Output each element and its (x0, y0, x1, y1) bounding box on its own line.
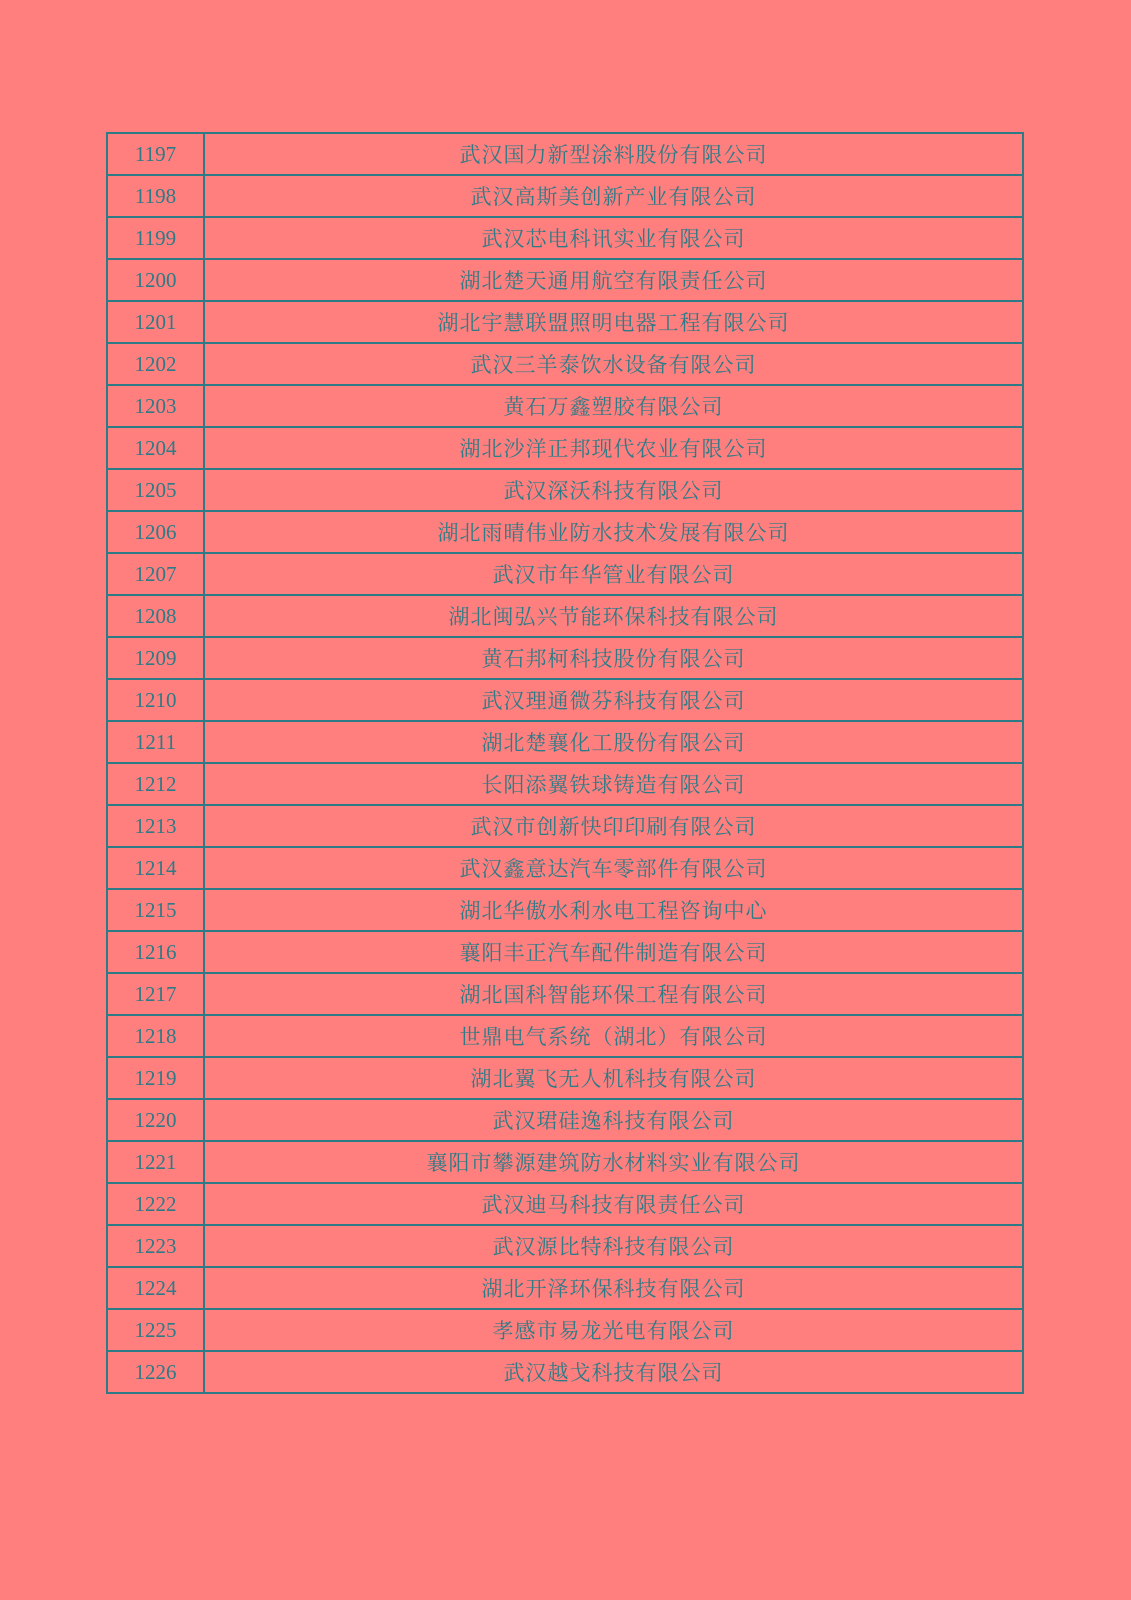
company-name: 武汉三羊泰饮水设备有限公司 (204, 343, 1023, 385)
row-number: 1207 (107, 553, 204, 595)
company-name: 襄阳市攀源建筑防水材料实业有限公司 (204, 1141, 1023, 1183)
company-list-table (106, 132, 1024, 1394)
company-name: 武汉国力新型涂料股份有限公司 (204, 133, 1023, 175)
company-name: 孝感市易龙光电有限公司 (204, 1309, 1023, 1351)
row-number: 1199 (107, 217, 204, 259)
company-name: 武汉理通微芬科技有限公司 (204, 679, 1023, 721)
row-number: 1208 (107, 595, 204, 637)
company-name: 湖北国科智能环保工程有限公司 (204, 973, 1023, 1015)
company-name: 湖北翼飞无人机科技有限公司 (204, 1057, 1023, 1099)
document-page (106, 132, 1024, 1394)
row-number: 1203 (107, 385, 204, 427)
table-row (107, 637, 1023, 679)
company-name: 长阳添翼铁球铸造有限公司 (204, 763, 1023, 805)
row-number: 1215 (107, 889, 204, 931)
row-number: 1202 (107, 343, 204, 385)
company-name: 黄石邦柯科技股份有限公司 (204, 637, 1023, 679)
row-number: 1223 (107, 1225, 204, 1267)
table-row (107, 1225, 1023, 1267)
company-name: 武汉高斯美创新产业有限公司 (204, 175, 1023, 217)
table-row (107, 553, 1023, 595)
row-number: 1224 (107, 1267, 204, 1309)
table-row (107, 511, 1023, 553)
table-row (107, 133, 1023, 175)
table-row (107, 1183, 1023, 1225)
company-name: 湖北宇慧联盟照明电器工程有限公司 (204, 301, 1023, 343)
company-name: 黄石万鑫塑胶有限公司 (204, 385, 1023, 427)
table-row (107, 1351, 1023, 1393)
table-row (107, 427, 1023, 469)
row-number: 1209 (107, 637, 204, 679)
table-row (107, 1099, 1023, 1141)
company-name: 武汉源比特科技有限公司 (204, 1225, 1023, 1267)
row-number: 1201 (107, 301, 204, 343)
table-row (107, 1267, 1023, 1309)
table-row (107, 1141, 1023, 1183)
table-row (107, 763, 1023, 805)
row-number: 1225 (107, 1309, 204, 1351)
company-name: 世鼎电气系统（湖北）有限公司 (204, 1015, 1023, 1057)
table-row (107, 175, 1023, 217)
row-number: 1219 (107, 1057, 204, 1099)
table-row (107, 1015, 1023, 1057)
company-name: 湖北雨晴伟业防水技术发展有限公司 (204, 511, 1023, 553)
table-row (107, 805, 1023, 847)
company-name: 湖北闽弘兴节能环保科技有限公司 (204, 595, 1023, 637)
table-row (107, 217, 1023, 259)
table-row (107, 1309, 1023, 1351)
row-number: 1205 (107, 469, 204, 511)
company-name: 湖北开泽环保科技有限公司 (204, 1267, 1023, 1309)
row-number: 1220 (107, 1099, 204, 1141)
row-number: 1200 (107, 259, 204, 301)
row-number: 1210 (107, 679, 204, 721)
company-name: 湖北楚襄化工股份有限公司 (204, 721, 1023, 763)
company-name: 湖北华傲水利水电工程咨询中心 (204, 889, 1023, 931)
row-number: 1197 (107, 133, 204, 175)
table-row (107, 721, 1023, 763)
company-name: 武汉深沃科技有限公司 (204, 469, 1023, 511)
row-number: 1212 (107, 763, 204, 805)
table-row (107, 1057, 1023, 1099)
table-body (107, 133, 1023, 1393)
company-name: 武汉市年华管业有限公司 (204, 553, 1023, 595)
row-number: 1204 (107, 427, 204, 469)
row-number: 1226 (107, 1351, 204, 1393)
company-name: 武汉芯电科讯实业有限公司 (204, 217, 1023, 259)
row-number: 1213 (107, 805, 204, 847)
row-number: 1216 (107, 931, 204, 973)
row-number: 1211 (107, 721, 204, 763)
company-name: 武汉市创新快印印刷有限公司 (204, 805, 1023, 847)
table-row (107, 385, 1023, 427)
company-name: 湖北沙洋正邦现代农业有限公司 (204, 427, 1023, 469)
row-number: 1206 (107, 511, 204, 553)
row-number: 1221 (107, 1141, 204, 1183)
table-row (107, 301, 1023, 343)
company-name: 武汉迪马科技有限责任公司 (204, 1183, 1023, 1225)
table-row (107, 847, 1023, 889)
table-row (107, 595, 1023, 637)
row-number: 1217 (107, 973, 204, 1015)
table-row (107, 973, 1023, 1015)
row-number: 1218 (107, 1015, 204, 1057)
company-name: 武汉鑫意达汽车零部件有限公司 (204, 847, 1023, 889)
row-number: 1214 (107, 847, 204, 889)
table-row (107, 931, 1023, 973)
company-name: 武汉越戈科技有限公司 (204, 1351, 1023, 1393)
table-row (107, 469, 1023, 511)
table-row (107, 343, 1023, 385)
company-name: 襄阳丰正汽车配件制造有限公司 (204, 931, 1023, 973)
table-row (107, 889, 1023, 931)
company-name: 湖北楚天通用航空有限责任公司 (204, 259, 1023, 301)
row-number: 1198 (107, 175, 204, 217)
company-name: 武汉珺硅逸科技有限公司 (204, 1099, 1023, 1141)
row-number: 1222 (107, 1183, 204, 1225)
table-row (107, 679, 1023, 721)
table-row (107, 259, 1023, 301)
